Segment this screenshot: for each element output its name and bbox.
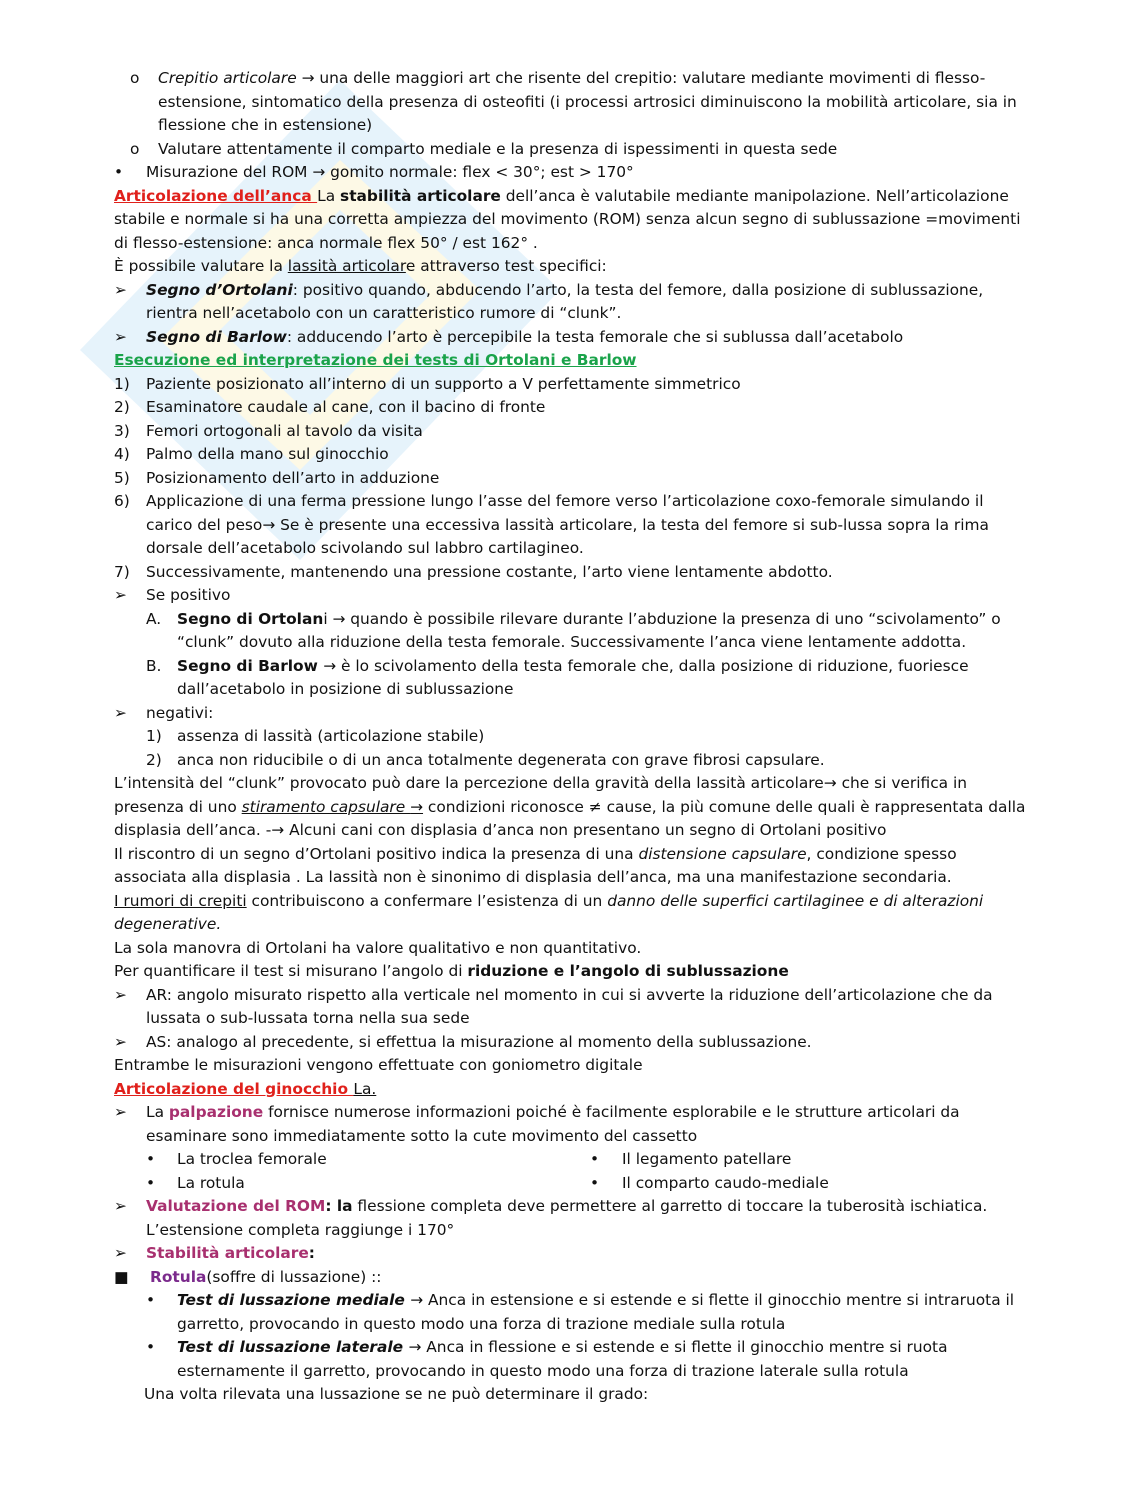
stabilita-term: Stabilità articolare — [146, 1244, 309, 1262]
step-number: 4) — [114, 445, 130, 463]
bullet-icon: • — [590, 1150, 600, 1168]
letter-marker: B. — [146, 656, 162, 675]
rom-text: flessione completa deve permettere al garretto di toccare la tuberosità ischiatica. L’estensione completa raggiunge i 170° — [146, 1197, 988, 1239]
square-bullet-icon: ■ — [114, 1267, 129, 1286]
arrow-icon: → — [332, 609, 346, 628]
chevron-bullet-icon: ➢ — [114, 985, 127, 1004]
step-text: Paziente posizionato all’interno di un supporto a V perfettamente simmetrico — [146, 374, 741, 393]
test-laterale-text: Anca in flessione e si estende e si flette il ginocchio mentre si ruota esternamente il garretto, provocando in questo modo una forza di trazione laterale sulla rotula — [177, 1338, 948, 1380]
riscontro-text-a: Il riscontro di un segno d’Ortolani positivo indica la presenza di una — [114, 844, 639, 863]
negative-text: anca non riducibile o di un anca totalmente degenerata con grave fibrosi capsulare. — [177, 750, 825, 769]
step-number: 1) — [146, 727, 162, 745]
stabilita-colon: : — [308, 1244, 315, 1262]
paragraph-ginocchio — [114, 1078, 1034, 1102]
palp-item: La troclea femorale — [177, 1150, 327, 1168]
lassita-text-b: e attraverso test specifici: — [405, 257, 607, 275]
paragraph-riscontro — [114, 843, 1034, 890]
quant-bold: riduzione e l’angolo di sublussazione — [467, 962, 789, 980]
palp-text-b: fornisce numerose informazioni poiché è facilmente esplorabile e le strutture articolari da esaminare sono immediatamente sotto la cute movimento del cassetto — [146, 1103, 960, 1145]
arrow-icon: → — [410, 1291, 424, 1309]
circle-bullet-icon: o — [130, 139, 140, 158]
anca-bold-term: stabilità articolare — [340, 186, 501, 205]
riscontro-italic: distensione capsulare — [638, 844, 807, 863]
step-number: 3) — [114, 421, 130, 440]
step-number: 2) — [114, 398, 130, 416]
item-misurazione — [114, 161, 1034, 185]
step-number: 6) — [114, 492, 130, 510]
palp-text-a: La — [146, 1103, 169, 1121]
step-number: 7) — [114, 562, 130, 581]
paragraph-entrambe: Entrambe le misurazioni vengono effettuate con goniometro digitale — [114, 1056, 643, 1074]
section-title-anca: Articolazione dell’anca — [114, 186, 318, 205]
rom-term: Valutazione del ROM — [146, 1197, 326, 1215]
item-valutazione-rom — [114, 1195, 1034, 1242]
list-item — [114, 396, 1034, 420]
palp-column-left — [146, 1148, 590, 1195]
barlow-text: : adducendo l’arto è percepibile la testa femorale che si sublussa dall’acetabolo — [286, 327, 904, 346]
list-item — [114, 420, 1034, 444]
bullet-icon: • — [590, 1173, 600, 1192]
step-text: Posizionamento dell’arto in adduzione — [146, 468, 440, 487]
misurazione-text: Misurazione del ROM — [146, 163, 313, 181]
crepitio-text: una delle maggiori art che risente del crepitio: valutare mediante movimenti di flesso-estensione, sintomatico della presenza di osteofiti (i processi artrosici diminuiscono la mobilità articolare, sia in flessione che in estensione) — [158, 69, 1017, 134]
rotula-text: (soffre di lussazione) :: — [206, 1267, 382, 1286]
list-item — [146, 725, 1034, 749]
list-item — [590, 1148, 1034, 1172]
ortolani-suffix: i — [323, 609, 333, 628]
item-negativi — [114, 702, 1034, 726]
chevron-bullet-icon: ➢ — [114, 280, 127, 299]
section-title-esecuzione: Esecuzione ed interpretazione dei tests di Ortolani e Barlow — [114, 351, 637, 369]
arrow-icon: → — [262, 515, 276, 534]
palpazione-columns — [114, 1148, 1034, 1195]
rumori-italic: danno delle superfici cartilaginee e di alterazioni degenerative. — [114, 891, 984, 933]
palp-item: La rotula — [177, 1173, 245, 1192]
step-text: Palmo della mano sul ginocchio — [146, 445, 389, 463]
crepitio-term: Crepitio articolare — [158, 69, 297, 87]
chevron-bullet-icon: ➢ — [114, 327, 127, 346]
step-text: Successivamente, mantenendo una pressione costante, l’arto viene lentamente abdotto. — [146, 562, 833, 581]
step-number: 1) — [114, 374, 130, 393]
list-item — [114, 561, 1034, 585]
test-mediale-text: Anca in estensione e si estende e si flette il ginocchio mentre si intraruota il garretto, provocando in questo modo una forza di trazione mediale sulla rotula — [177, 1291, 1015, 1333]
palp-term: palpazione — [168, 1103, 264, 1121]
step-text-continued: Se è presente una eccessiva lassità articolare, la testa del femore si sub-lussa sopra la rima dorsale dell’acetabolo scivolando sul labbro cartilagineo. — [146, 515, 989, 557]
steps-list — [114, 373, 1034, 585]
negativi-label: negativi: — [146, 703, 214, 722]
list-item — [114, 443, 1034, 467]
rumori-underlined: I rumori di crepiti — [114, 891, 247, 910]
circle-bullet-icon: o — [130, 69, 140, 87]
barlow-bold: Segno di Barlow — [177, 656, 324, 675]
ginocchio-after: La. — [353, 1079, 377, 1098]
paragraph-clunk — [114, 772, 1034, 843]
ortolani-description: quando è possibile rilevare durante l’abduzione la presenza di uno “scivolamento” o “clunk” dovuto alla riduzione della testa femorale. Successivamente l’anca viene lentamente addotta. — [177, 609, 1001, 651]
palp-column-right — [590, 1148, 1034, 1195]
step-text: Applicazione di una ferma pressione lungo l’asse del femore verso l’articolazione coxo-femorale simulando il carico del peso — [146, 492, 984, 534]
clunk-text-c: condizioni riconosce ≠ cause, la più comune delle quali è rappresentata dalla displasia dell’anca. - — [114, 797, 1026, 839]
paragraph-lassita — [114, 255, 1034, 279]
letter-marker: A. — [146, 609, 162, 628]
paragraph-rumori — [114, 890, 1034, 937]
list-item — [114, 373, 1034, 397]
lassita-underlined: lassità articolar — [287, 257, 406, 275]
positive-item-a — [146, 608, 1034, 655]
list-item — [114, 490, 1034, 561]
negative-text: assenza di lassità (articolazione stabile) — [177, 727, 485, 745]
palp-item: Il comparto caudo-mediale — [622, 1173, 829, 1192]
chevron-bullet-icon: ➢ — [114, 1032, 127, 1051]
chevron-bullet-icon: ➢ — [114, 1197, 127, 1215]
ortolani-text: : positivo quando, abducendo l’arto, la testa del femore, dalla posizione di sublussazione, rientra nell’acetabolo con un caratteristico rumore di “clunk”. — [146, 280, 984, 322]
step-text: Esaminatore caudale al cane, con il bacino di fronte — [146, 398, 546, 416]
test-mediale-term: Test di lussazione mediale — [177, 1291, 411, 1309]
arrow-icon: → — [408, 1338, 422, 1356]
item-palpazione — [114, 1101, 1034, 1148]
step-number: 2) — [146, 750, 162, 769]
ortolani-term: Segno d’Ortolani — [146, 280, 293, 299]
chevron-bullet-icon: ➢ — [114, 1103, 127, 1121]
positive-item-b — [146, 655, 1034, 702]
clunk-text-a: L’intensità del “clunk” provocato può dare la percezione della gravità della lassità articolare — [114, 774, 824, 792]
ortolani-bold: Segno di Ortolan — [177, 609, 324, 628]
ar-text: AR: angolo misurato rispetto alla verticale nel momento in cui si avverte la riduzione dell’articolazione che da lussata o sub-lussata torna nella sua sede — [146, 985, 993, 1027]
arrow-icon: → — [271, 821, 285, 839]
positivo-label: Se positivo — [146, 586, 231, 604]
clunk-text-d: Alcuni cani con displasia d’anca non presentano un segno di Ortolani positivo — [284, 821, 887, 839]
arrow-icon: → — [410, 797, 424, 816]
item-segno-ortolani — [114, 279, 1034, 326]
rom-bold: : la — [325, 1197, 353, 1215]
list-item — [146, 749, 1034, 773]
bullet-icon: • — [146, 1173, 156, 1192]
anca-text-start: La — [317, 186, 341, 205]
step-number: 5) — [114, 468, 130, 487]
chevron-bullet-icon: ➢ — [114, 1244, 127, 1262]
paragraph-ultima: Una volta rilevata una lussazione se ne può determinare il grado: — [144, 1385, 649, 1403]
bullet-icon: • — [114, 163, 124, 181]
riscontro-text-b: , condizione spesso associata alla displasia . La lassità non è sinonimo di displasia dell’anca, ma una manifestazione secondaria. — [114, 844, 957, 886]
item-stabilita — [114, 1242, 1034, 1266]
paragraph-sola: La sola manovra di Ortolani ha valore qualitativo e non quantitativo. — [114, 938, 642, 957]
item-se-positivo — [114, 584, 1034, 608]
rotula-term: Rotula — [150, 1267, 207, 1286]
item-as — [114, 1031, 1034, 1055]
arrow-icon: → — [301, 69, 315, 87]
list-item — [146, 1172, 590, 1196]
clunk-stiramento: stiramento capsulare — [241, 797, 411, 816]
section-title-ginocchio: Articolazione del ginocchio — [114, 1079, 354, 1098]
item-segno-barlow — [114, 326, 1034, 350]
barlow-description: è lo scivolamento della testa femorale che, dalla posizione di riduzione, fuoriesce dall’acetabolo in posizione di sublussazione — [177, 656, 969, 698]
anca-text: dell’anca è valutabile mediante manipolazione. Nell’articolazione stabile e normale si ha una corretta ampiezza del movimento (ROM) senza alcun segno di sublussazione =movimenti di flesso-estensione: anca normale flex 50° / est 162° . — [114, 186, 1021, 252]
sub-item-crepitio — [130, 67, 1034, 138]
lassita-text-a: È possibile valutare la — [114, 257, 288, 275]
barlow-term: Segno di Barlow — [146, 327, 287, 346]
arrow-icon: → — [312, 163, 326, 181]
list-item — [114, 467, 1034, 491]
clunk-text-b: che si verifica in presenza di uno — [114, 774, 968, 816]
item-ar — [114, 984, 1034, 1031]
chevron-bullet-icon: ➢ — [114, 703, 127, 722]
bullet-icon: • — [146, 1150, 156, 1168]
item-test-mediale — [146, 1289, 1034, 1336]
misurazione-values: gomito normale: flex < 30°; est > 170° — [325, 163, 634, 181]
paragraph-quantificare — [114, 960, 1034, 984]
item-rotula — [114, 1266, 1034, 1290]
arrow-icon: → — [323, 656, 337, 675]
chevron-bullet-icon: ➢ — [114, 586, 127, 604]
bullet-icon: • — [146, 1291, 156, 1309]
quant-text: Per quantificare il test si misurano l’angolo di — [114, 962, 468, 980]
list-item — [590, 1172, 1034, 1196]
palp-item: Il legamento patellare — [622, 1150, 792, 1168]
rumori-text: contribuiscono a confermare l’esistenza di un — [246, 891, 608, 910]
step-text: Femori ortogonali al tavolo da visita — [146, 421, 423, 440]
sub-item-comparto — [130, 138, 1034, 162]
paragraph-anca — [114, 185, 1034, 256]
comparto-text: Valutare attentamente il comparto mediale e la presenza di ispessimenti in questa sede — [158, 139, 838, 158]
bullet-icon: • — [146, 1338, 156, 1356]
arrow-icon: → — [823, 774, 837, 792]
document-page — [114, 67, 1034, 1407]
item-test-laterale — [146, 1336, 1034, 1383]
test-laterale-term: Test di lussazione laterale — [177, 1338, 409, 1356]
as-text: AS: analogo al precedente, si effettua la misurazione al momento della sublussazione. — [146, 1032, 812, 1051]
list-item — [146, 1148, 590, 1172]
